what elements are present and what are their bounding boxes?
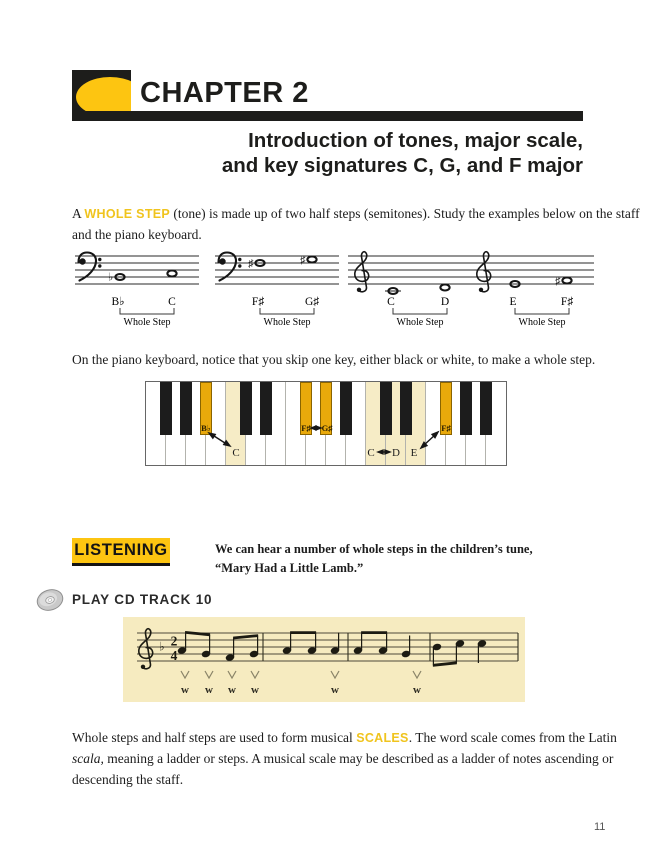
bflat-key-label: B♭	[201, 423, 211, 433]
listening-heading: LISTENING	[74, 541, 168, 559]
sharp-accidental: ♯	[300, 254, 306, 267]
sharp-accidental: ♯	[248, 258, 254, 270]
page-number: 11	[594, 821, 606, 833]
play-cd-track-label: PLAY CD TRACK 10	[72, 592, 213, 607]
time-signature-top: 2	[170, 633, 178, 649]
staff-example-fsharp-gsharp	[212, 250, 342, 330]
whole-step-wedges	[181, 671, 421, 678]
chapter-subtitle-line2: and key signatures C, G, and F major	[221, 154, 583, 177]
measure-2-notes	[283, 631, 340, 654]
intro-text-cont: (tone) is made up of two half steps (semitones). Study the examples below on the staff	[170, 206, 640, 221]
music-example-box	[123, 617, 525, 702]
note-label-2: C	[168, 296, 176, 308]
bass-clef-icon	[219, 253, 242, 281]
chapter-header-bar	[72, 111, 583, 121]
closing-text-cont: . The word scale comes from the Latin	[408, 730, 617, 745]
staff-svg-1	[72, 250, 202, 330]
scales-highlight: SCALES	[356, 731, 409, 745]
whole-step-bracket	[120, 308, 174, 314]
d-key-label: D	[392, 447, 400, 459]
whole-step-label: Whole Step	[263, 317, 311, 328]
scala-italic: scala,	[72, 751, 104, 766]
staff-example-e-fsharp	[467, 250, 597, 330]
piano-keyboard-diagram	[145, 381, 507, 466]
staff-svg-3	[345, 250, 475, 330]
staff-svg-2	[212, 250, 342, 330]
c2-key-label: C	[367, 447, 375, 459]
staff-svg-4	[467, 250, 597, 330]
whole-note-c	[167, 271, 176, 277]
e-key-label: E	[410, 447, 418, 459]
intro-paragraph-line2: and the piano keyboard.	[72, 227, 202, 242]
whole-note-fsharp	[562, 278, 571, 284]
staff-example-bflat-c	[72, 250, 202, 330]
whole-note-d	[440, 285, 449, 291]
gsharp1-key-label: G♯	[321, 423, 333, 433]
whole-note-gsharp	[307, 257, 316, 263]
listening-text-line1: We can hear a number of whole steps in the children’s tune,	[215, 542, 533, 556]
whole-step-w-mark: w	[251, 684, 259, 696]
whole-step-w-mark: w	[205, 684, 213, 696]
chapter-title: CHAPTER 2	[140, 77, 309, 109]
note-label-2: G♯	[304, 296, 320, 308]
flat-accidental: ♭	[108, 271, 114, 284]
treble-clef-icon	[355, 252, 369, 292]
time-signature-bottom: 4	[170, 648, 178, 663]
note-label-1: B♭	[111, 296, 125, 308]
note-label-1: C	[387, 296, 395, 308]
whole-step-label: Whole Step	[518, 317, 566, 328]
whole-step-label: Whole Step	[396, 317, 444, 328]
treble-clef-icon	[477, 252, 491, 292]
closing-paragraph-line3: descending the staff.	[72, 772, 184, 787]
music-example-svg	[123, 617, 525, 702]
chapter-subtitle	[120, 128, 583, 178]
note-label-1: E	[509, 296, 517, 308]
c1-key-label: C	[232, 447, 240, 459]
intro-paragraph-line1	[72, 203, 640, 225]
cd-disc-icon	[35, 585, 65, 615]
listening-text-line2: “Mary Had a Little Lamb.”	[215, 561, 364, 575]
note-label-2: D	[440, 296, 450, 308]
whole-step-highlight: WHOLE STEP	[84, 207, 171, 221]
sharp-accidental: ♯	[555, 275, 561, 288]
whole-step-w-mark: w	[413, 684, 421, 696]
intro-text: A	[72, 206, 85, 221]
whole-step-bracket	[393, 308, 447, 314]
measure-4-notes	[433, 640, 487, 667]
whole-step-w-mark: w	[228, 684, 236, 696]
whole-step-w-mark: w	[331, 684, 339, 696]
listening-heading-box	[72, 538, 170, 566]
closing-text-line2: meaning a ladder or steps. A musical scale may be described as a ladder of notes ascending or	[103, 751, 614, 766]
note-label-1: F♯	[251, 296, 265, 308]
treble-clef-icon	[139, 629, 153, 669]
whole-step-bracket	[260, 308, 314, 314]
whole-step-bracket	[515, 308, 569, 314]
note-label-2: F♯	[560, 296, 574, 308]
whole-step-label: Whole Step	[123, 317, 171, 328]
bass-clef-icon	[79, 253, 102, 281]
measure-1-notes	[178, 631, 259, 661]
key-signature-flat: ♭	[159, 639, 165, 654]
keyboard-paragraph: On the piano keyboard, notice that you skip one key, either black or white, to make a whole step.	[72, 352, 596, 367]
fsharp2-key-label: F♯	[441, 423, 451, 433]
chapter-subtitle-line1: Introduction of tones, major scale,	[248, 129, 583, 152]
whole-step-w-mark: w	[181, 684, 189, 696]
closing-text: Whole steps and half steps are used to form musical	[72, 730, 357, 745]
fsharp1-key-label: F♯	[301, 423, 311, 433]
closing-paragraph-line2	[72, 748, 613, 769]
staff-example-c-d	[345, 250, 475, 330]
closing-paragraph-line1	[72, 727, 617, 749]
